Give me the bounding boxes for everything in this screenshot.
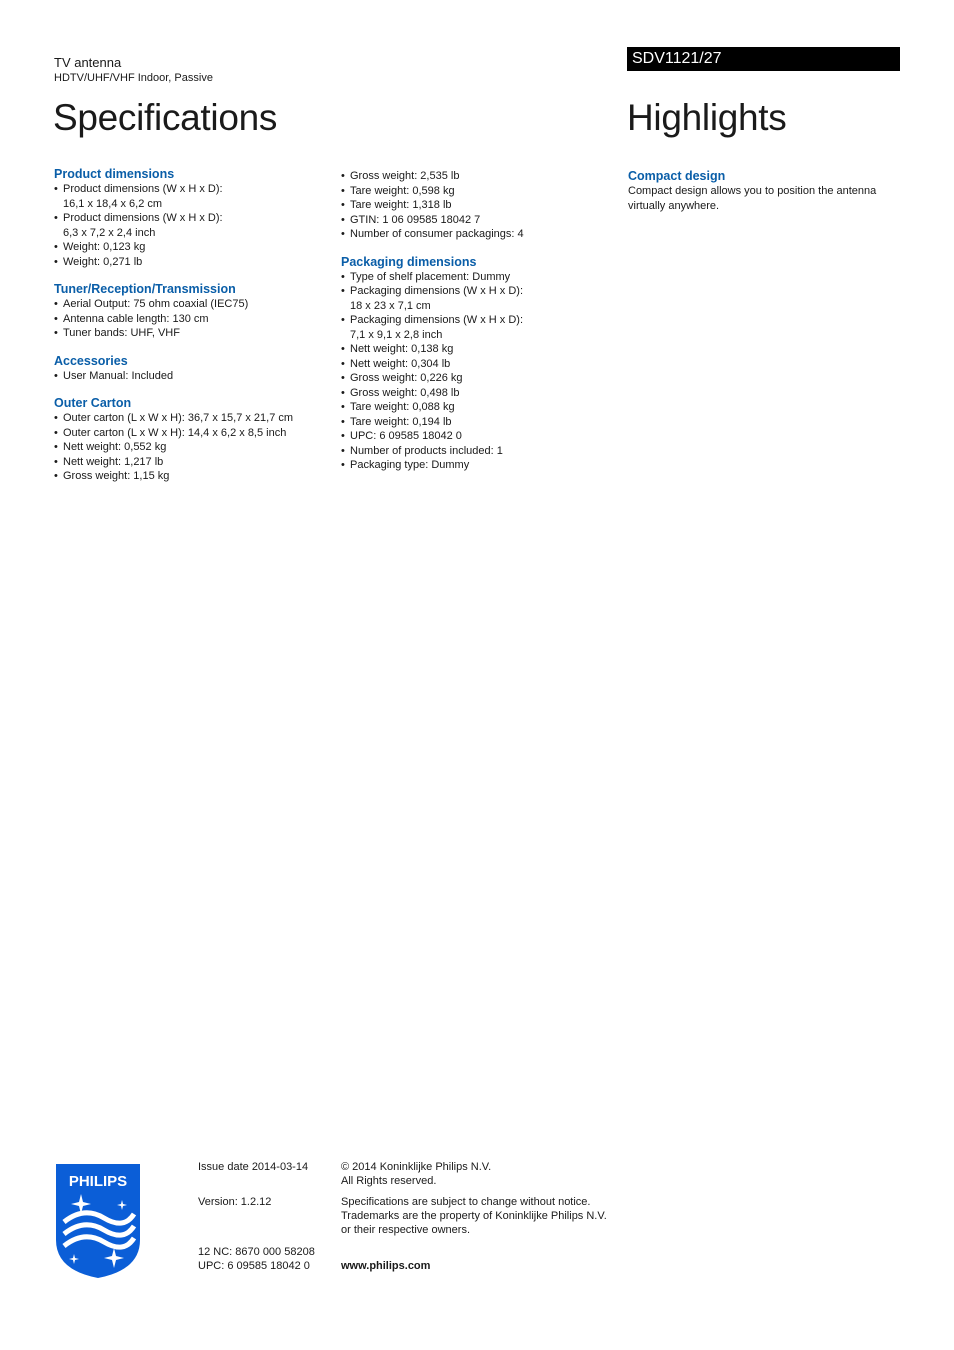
highlights-column bbox=[628, 169, 903, 213]
spec-section bbox=[54, 354, 334, 384]
footer-right bbox=[341, 1160, 641, 1273]
spec-item: • Packaging type: Dummy bbox=[341, 458, 601, 473]
spec-section bbox=[54, 282, 334, 341]
spec-item: • Number of products included: 1 bbox=[341, 444, 601, 459]
version: Version: 1.2.12 bbox=[198, 1196, 272, 1208]
spec-item: • User Manual: Included bbox=[54, 369, 334, 384]
upc-number: UPC: 6 09585 18042 0 bbox=[198, 1260, 310, 1272]
spec-section bbox=[54, 396, 334, 484]
spec-section-heading: Accessories bbox=[54, 353, 128, 368]
spec-item: • Type of shelf placement: Dummy bbox=[341, 270, 601, 285]
spec-section bbox=[54, 167, 334, 269]
footer-left bbox=[198, 1160, 328, 1273]
spec-column-2 bbox=[341, 169, 601, 486]
spec-item: • Packaging dimensions (W x H x D): 7,1 x 9,1 x 2,8 inch bbox=[341, 313, 601, 342]
spec-item: • Tare weight: 0,088 kg bbox=[341, 400, 601, 415]
spec-item: • Weight: 0,123 kg bbox=[54, 240, 334, 255]
logo-wordmark: PHILIPS bbox=[68, 1173, 128, 1190]
spec-item: • Tuner bands: UHF, VHF bbox=[54, 326, 334, 341]
notice-line-3: or their respective owners. bbox=[341, 1224, 470, 1236]
spec-item: • Gross weight: 2,535 lb bbox=[341, 169, 601, 184]
specifications-heading: Specifications bbox=[53, 97, 278, 138]
spec-section bbox=[341, 169, 601, 242]
spec-item: • UPC: 6 09585 18042 0 bbox=[341, 429, 601, 444]
spec-list bbox=[341, 270, 601, 473]
spec-item: • Outer carton (L x W x H): 36,7 x 15,7 x 21,7 cm bbox=[54, 411, 334, 426]
spec-item: • Tare weight: 1,318 lb bbox=[341, 198, 601, 213]
spec-column-1 bbox=[54, 167, 334, 497]
copyright-line-2: All Rights reserved. bbox=[341, 1175, 437, 1187]
spec-item: • Weight: 0,271 lb bbox=[54, 255, 334, 270]
spec-section-heading: Tuner/Reception/Transmission bbox=[54, 282, 236, 296]
spec-item: • Product dimensions (W x H x D): 16,1 x 18,4 x 6,2 cm bbox=[54, 182, 334, 211]
spec-item: • Packaging dimensions (W x H x D): 18 x 23 x 7,1 cm bbox=[341, 284, 601, 313]
notice-line-2: Trademarks are the property of Koninklijke Philips N.V. bbox=[341, 1210, 607, 1222]
spec-item: • Nett weight: 0,138 kg bbox=[341, 342, 601, 357]
spec-section bbox=[341, 255, 601, 473]
product-subtitle: HDTV/UHF/VHF Indoor, Passive bbox=[54, 72, 213, 84]
spec-section-heading: Packaging dimensions bbox=[341, 254, 477, 269]
spec-list bbox=[341, 169, 601, 242]
highlight-text: Compact design allows you to position the antenna virtually anywhere. bbox=[628, 185, 877, 212]
notice-line-1: Specifications are subject to change without notice. bbox=[341, 1196, 591, 1208]
spec-item: • Nett weight: 0,552 kg bbox=[54, 440, 334, 455]
spec-item: • Tare weight: 0,194 lb bbox=[341, 415, 601, 430]
philips-shield-logo bbox=[54, 1162, 142, 1280]
spec-item: • Aerial Output: 75 ohm coaxial (IEC75) bbox=[54, 297, 334, 312]
spec-item: • Gross weight: 0,498 lb bbox=[341, 386, 601, 401]
website-link[interactable]: www.philips.com bbox=[341, 1260, 431, 1272]
spec-item: • Gross weight: 1,15 kg bbox=[54, 469, 334, 484]
spec-list bbox=[54, 411, 334, 484]
spec-list bbox=[54, 297, 334, 341]
spec-item: • Product dimensions (W x H x D): 6,3 x 7,2 x 2,4 inch bbox=[54, 211, 334, 240]
spec-item: • Gross weight: 0,226 kg bbox=[341, 371, 601, 386]
issue-date: Issue date 2014-03-14 bbox=[198, 1161, 309, 1173]
spec-section-heading: Outer Carton bbox=[54, 396, 132, 410]
model-number-bar: SDV1121/27 bbox=[627, 47, 900, 71]
spec-item: • Nett weight: 0,304 lb bbox=[341, 357, 601, 372]
spec-list bbox=[54, 182, 334, 269]
product-title: TV antenna bbox=[54, 55, 122, 70]
spec-item: • Number of consumer packagings: 4 bbox=[341, 227, 601, 242]
nc-number: 12 NC: 8670 000 58208 bbox=[198, 1246, 315, 1258]
spec-item: • Tare weight: 0,598 kg bbox=[341, 184, 601, 199]
spec-list bbox=[54, 369, 334, 384]
copyright-line-1: © 2014 Koninklijke Philips N.V. bbox=[341, 1161, 492, 1173]
highlight-title: Compact design bbox=[628, 169, 726, 183]
spec-section-heading: Product dimensions bbox=[54, 167, 175, 181]
spec-item: • Nett weight: 1,217 lb bbox=[54, 455, 334, 470]
spec-item: • GTIN: 1 06 09585 18042 7 bbox=[341, 213, 601, 228]
spec-item: • Antenna cable length: 130 cm bbox=[54, 312, 334, 327]
spec-item: • Outer carton (L x W x H): 14,4 x 6,2 x 8,5 inch bbox=[54, 426, 334, 441]
highlights-heading: Highlights bbox=[627, 97, 787, 138]
